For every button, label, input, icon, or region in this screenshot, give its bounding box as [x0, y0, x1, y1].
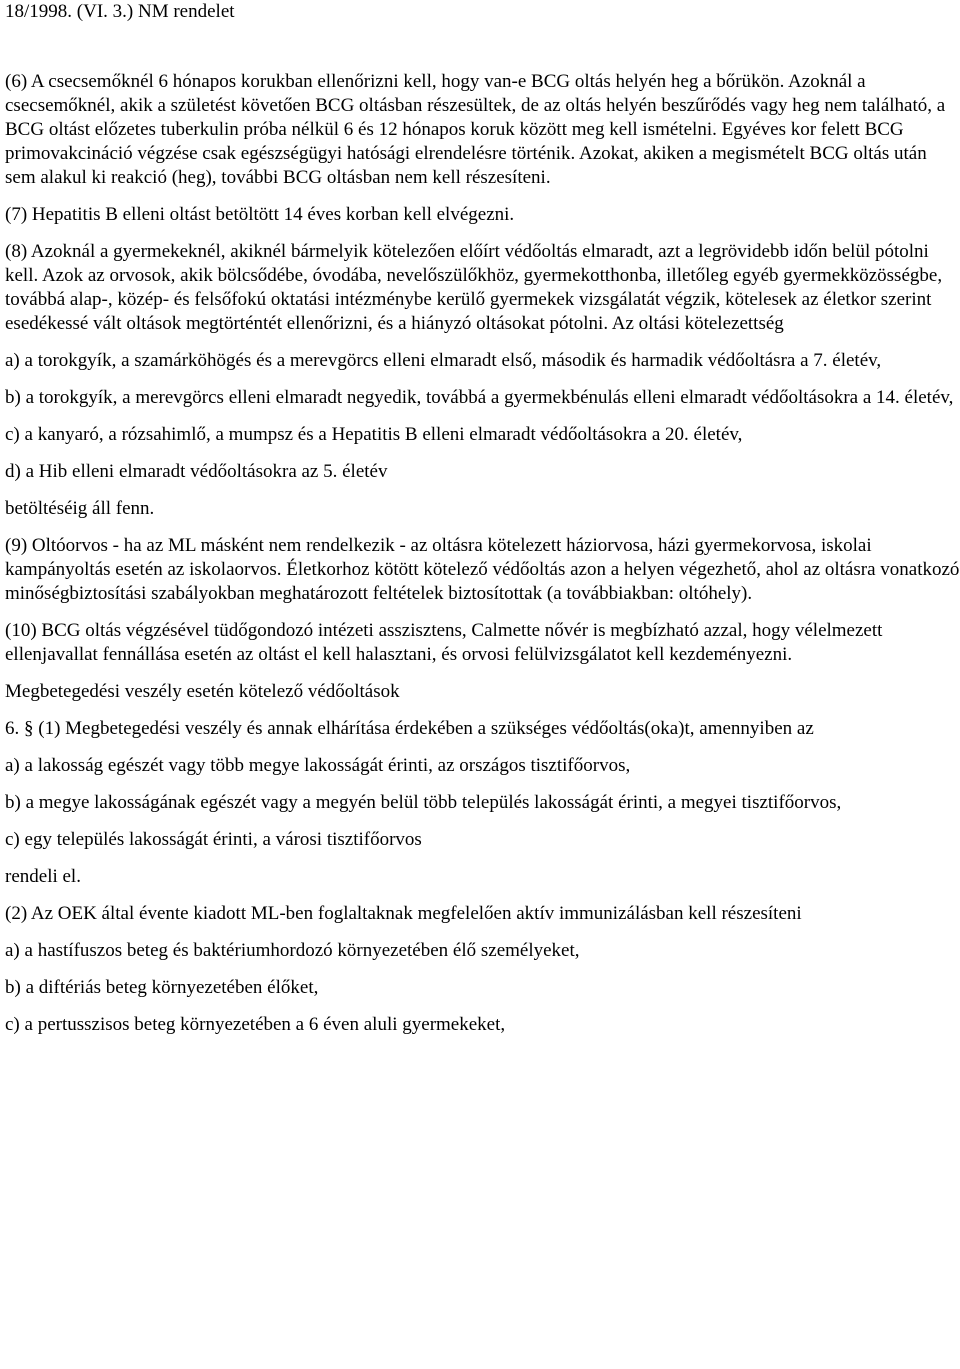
section-heading-text: Megbetegedési veszély esetén kötelező védőoltások — [5, 681, 400, 702]
section-6-2-item-b — [5, 976, 960, 1000]
paragraph-9 — [5, 534, 960, 606]
paragraph-6-text: (6) A csecsemőknél 6 hónapos korukban ellenőrizni kell, hogy van-e BCG oltás helyén heg a bőrükön. Azoknál a csecsemőknél, akik a születést követően BCG oltásban részesültek, de az oltás helyén beszűrődés vagy heg nem található, a BCG oltást előzetes tuberkulin próba nélkül 6 és 12 hónapos koruk között meg kell ismételni. Egyéves kor felett BCG primovakcináció végzése csak egészségügyi hatósági elrendelésre történik. Azokat, akiken a megismételt BCG oltás után sem alakul ki reakció (heg), további BCG oltásban nem kell részesíteni. — [5, 71, 946, 188]
paragraph-8 — [5, 240, 960, 336]
document-body — [5, 70, 960, 1050]
paragraph-8-b — [5, 386, 960, 410]
paragraph-7-text: (7) Hepatitis B elleni oltást betöltött 14 éves korban kell elvégezni. — [5, 204, 515, 225]
section-6-item-b — [5, 791, 960, 815]
section-6-item-b-text: b) a megye lakosságának egészét vagy a megyén belül több település lakosságát érinti, a megyei tisztifőorvos, — [5, 792, 842, 813]
paragraph-7 — [5, 203, 960, 227]
section-6-item-c — [5, 828, 960, 852]
paragraph-8-text: (8) Azoknál a gyermekeknél, akiknél bármelyik kötelezően előírt védőoltás elmaradt, azt a legrövidebb időn belül pótolni kell. Azok az orvosok, akik bölcsődébe, óvodába, nevelőszülőkhöz, gyermekotthonba, illetőleg egyéb gyermekközösségbe, továbbá alap-, közép- és felsőfokú oktatási intézménybe kerülő gyermekek vizsgálatát végzik, kötelesek az életkor szerint esedékessé vált oltások megtörténtét ellenőrizni, és a hiányzó oltásokat pótolni. Az oltási kötelezettség — [5, 241, 943, 334]
paragraph-8-d-text: d) a Hib elleni elmaradt védőoltásokra az 5. életév — [5, 461, 388, 482]
section-6-item-a — [5, 754, 960, 778]
section-6-closing — [5, 865, 960, 889]
paragraph-8-a — [5, 349, 960, 373]
section-6-paragraph-2 — [5, 902, 960, 926]
section-6-2-item-a-text: a) a hastífuszos beteg és baktériumhordozó környezetében élő személyeket, — [5, 940, 580, 961]
paragraph-8-closing — [5, 497, 960, 521]
section-6-2-item-c — [5, 1013, 960, 1037]
section-6-closing-text: rendeli el. — [5, 866, 81, 887]
section-6-item-a-text: a) a lakosság egészét vagy több megye lakosságát érinti, az országos tisztifőorvos, — [5, 755, 631, 776]
paragraph-8-d — [5, 460, 960, 484]
paragraph-6 — [5, 70, 960, 190]
section-6-2-item-c-text: c) a pertusszisos beteg környezetében a 6 éven aluli gyermekeket, — [5, 1014, 506, 1035]
section-6-paragraph-1-text: 6. § (1) Megbetegedési veszély és annak elhárítása érdekében a szükséges védőoltás(oka)t, amennyiben az — [5, 718, 814, 739]
section-6-paragraph-1 — [5, 717, 960, 741]
section-6-2-item-a — [5, 939, 960, 963]
paragraph-10 — [5, 619, 960, 667]
paragraph-8-closing-text: betöltéséig áll fenn. — [5, 498, 155, 519]
section-6-paragraph-2-text: (2) Az OEK által évente kiadott ML-ben foglaltaknak megfelelően aktív immunizálásban kell részesíteni — [5, 903, 802, 924]
document-header: 18/1998. (VI. 3.) NM rendelet — [5, 1, 235, 22]
paragraph-8-c — [5, 423, 960, 447]
paragraph-8-a-text: a) a torokgyík, a szamárköhögés és a merevgörcs elleni elmaradt első, második és harmadik védőoltásra a 7. életév, — [5, 350, 882, 371]
paragraph-9-text: (9) Oltóorvos - ha az ML másként nem rendelkezik - az oltásra kötelezett háziorvosa, házi gyermekorvosa, iskolai kampányoltás esetén az iskolaorvos. Életkorhoz kötött kötelező védőoltás azon a helyen végezhető, ahol az oltásra vonatkozó minőségbiztosítási szabályokban meghatározott feltételek biztosítottak (a továbbiakban: oltóhely). — [5, 535, 960, 604]
paragraph-10-text: (10) BCG oltás végzésével tüdőgondozó intézeti asszisztens, Calmette nővér is megbízható azzal, hogy vélelmezett ellenjavallat fennállása esetén az oltást el kell halasztani, és orvosi felülvizsgálatot kell kezdeményezni. — [5, 620, 883, 665]
section-heading — [5, 680, 960, 704]
section-6-2-item-b-text: b) a diftériás beteg környezetében élőket, — [5, 977, 319, 998]
section-6-item-c-text: c) egy település lakosságát érinti, a városi tisztifőorvos — [5, 829, 422, 850]
paragraph-8-b-text: b) a torokgyík, a merevgörcs elleni elmaradt negyedik, továbbá a gyermekbénulás elleni elmaradt védőoltásokra a 14. életév, — [5, 387, 954, 408]
paragraph-8-c-text: c) a kanyaró, a rózsahimlő, a mumpsz és a Hepatitis B elleni elmaradt védőoltásokra a 20. életév, — [5, 424, 743, 445]
